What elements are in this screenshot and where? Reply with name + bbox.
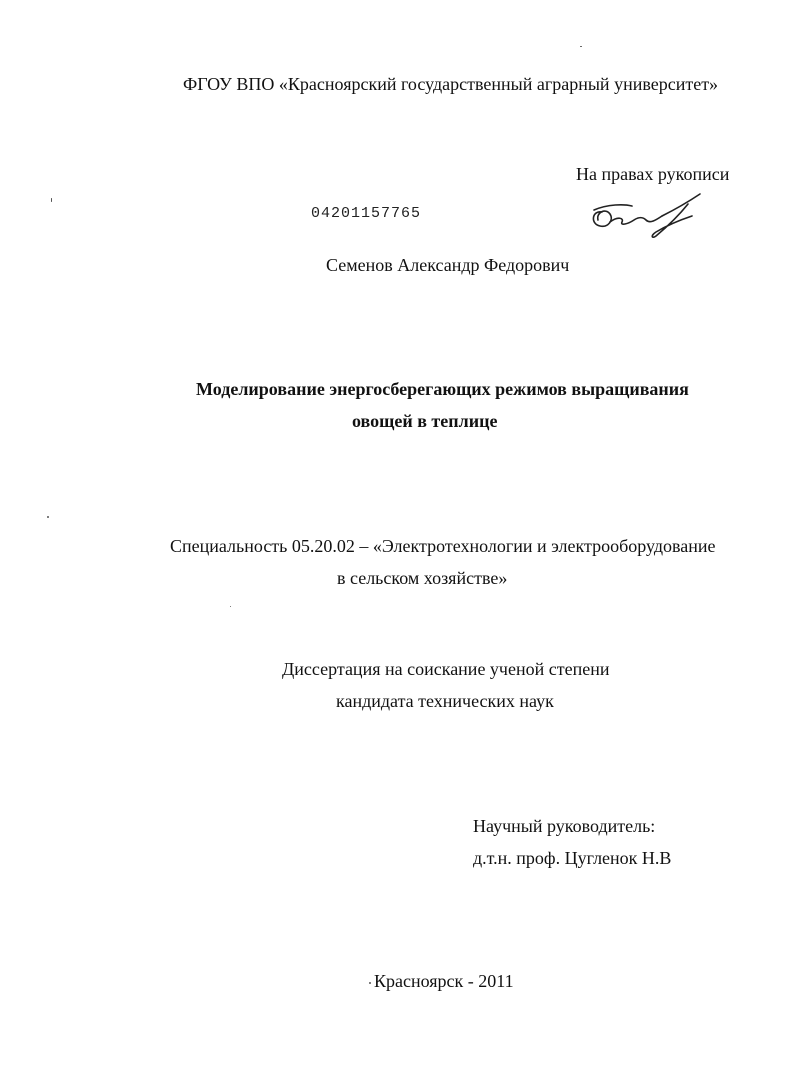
handwritten-signature-icon [588, 190, 708, 242]
scan-speck [369, 982, 371, 984]
supervisor-name: д.т.н. проф. Цугленок Н.В [473, 848, 672, 868]
scan-speck [47, 516, 49, 518]
scan-speck [580, 46, 582, 47]
specialty-line-2: в сельском хозяйстве» [337, 568, 508, 588]
degree-line-1: Диссертация на соискание ученой степени [282, 659, 610, 679]
manuscript-rights-note: На правах рукописи [576, 164, 730, 184]
degree-line-2: кандидата технических наук [336, 691, 554, 711]
place-and-year: Красноярск - 2011 [374, 971, 514, 991]
specialty-line-1: Специальность 05.20.02 – «Электротехнологии и электрооборудование [170, 536, 716, 556]
registration-number: 04201157765 [311, 205, 422, 222]
scan-speck [51, 198, 52, 202]
supervisor-label: Научный руководитель: [473, 816, 656, 836]
scan-speck [230, 606, 231, 607]
dissertation-title-line-1: Моделирование энергосберегающих режимов выращивания [196, 379, 689, 399]
author-name: Семенов Александр Федорович [326, 255, 570, 275]
dissertation-title-line-2: овощей в теплице [352, 411, 498, 431]
organization-name: ФГОУ ВПО «Красноярский государственный аграрный университет» [183, 74, 719, 94]
